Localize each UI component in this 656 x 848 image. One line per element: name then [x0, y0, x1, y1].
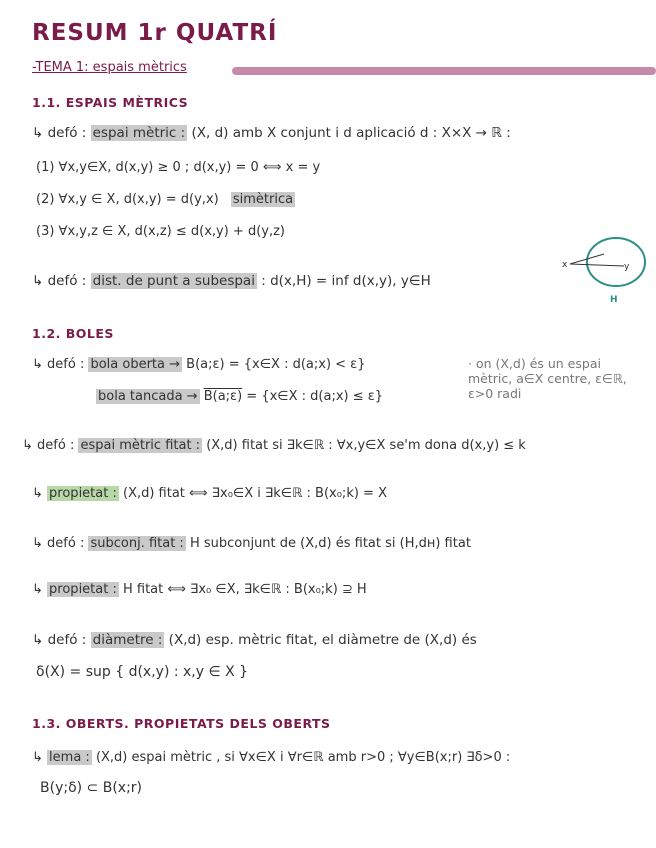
propietat-2 — [32, 582, 367, 597]
def-text: (X, d) amb X conjunt i d aplicació d : X×X → ℝ : — [187, 125, 511, 141]
axiom-2-tag: simètrica — [232, 192, 294, 207]
point-y-label: y — [624, 262, 630, 272]
def-bola-oberta — [32, 357, 366, 372]
def-lead: ↳ defó : — [32, 357, 85, 372]
page-title: RESUM 1r QUATRÍ — [32, 20, 278, 46]
def-text: B(a;ε) = {x∈X : d(a;x) < ε} — [182, 357, 366, 372]
def-distancia — [32, 273, 431, 289]
def-text: = {x∈X : d(a;x) ≤ ε} — [242, 389, 384, 404]
tema-divider-bar — [232, 67, 656, 75]
section-heading-3: 1.3. OBERTS. PROPIETATS DELS OBERTS — [32, 716, 331, 731]
section-heading-2: 1.2. BOLES — [32, 326, 114, 341]
def-text: : d(x,H) = inf d(x,y), y∈H — [256, 273, 431, 289]
axiom-2 — [36, 192, 295, 207]
def-lead: ↳ defó : — [22, 438, 75, 453]
bola-note: · on (X,d) és un espai mètric, a∈X centre, ε∈ℝ, ε>0 radi — [468, 356, 627, 401]
def-text: H subconjunt de (X,d) és fitat si (H,dн) fitat — [185, 536, 471, 551]
def-subconj-fitat — [32, 536, 471, 551]
def-text: (X,d) fitat si ∃k∈ℝ : ∀x,y∈X se'm dona d(x,y) ≤ k — [202, 438, 526, 453]
lema — [32, 750, 510, 765]
lema-formula: B(y;δ) ⊂ B(x;r) — [40, 780, 143, 796]
propietat-1 — [32, 486, 387, 501]
closed-ball-symbol: B(a;ε) — [203, 389, 243, 404]
def-espai-metric — [32, 125, 511, 141]
lema-term: lema : — [49, 750, 90, 765]
lema-lead: ↳ — [32, 750, 43, 765]
axiom-3: (3) ∀x,y,z ∈ X, d(x,z) ≤ d(x,y) + d(y,z) — [36, 224, 285, 239]
def-lead: ↳ defó : — [32, 632, 87, 648]
def-term: espai mètric : — [92, 125, 186, 141]
def-lead: ↳ defó : — [32, 273, 87, 289]
def-term: dist. de punt a subespai — [92, 273, 255, 289]
prop-lead: ↳ — [32, 486, 43, 501]
prop-term: propietat : — [49, 582, 117, 597]
point-x-label: x — [562, 260, 568, 270]
axiom-2-text: (2) ∀x,y ∈ X, d(x,y) = d(y,x) — [36, 192, 219, 207]
lema-text: (X,d) espai mètric , si ∀x∈X i ∀r∈ℝ amb r>0 ; ∀y∈B(x;r) ∃δ>0 : — [91, 750, 511, 765]
def-diametre — [32, 632, 477, 648]
prop-text: (X,d) fitat ⟺ ∃x₀∈X i ∃k∈ℝ : B(x₀;k) = X — [118, 486, 387, 501]
def-bola-tancada — [96, 389, 383, 404]
section-heading-1: 1.1. ESPAIS MÈTRICS — [32, 95, 189, 110]
def-term: bola tancada → — [98, 389, 198, 404]
distance-segment-2 — [570, 264, 624, 266]
def-term: diàmetre : — [92, 632, 163, 648]
prop-lead: ↳ — [32, 582, 43, 597]
diametre-formula: δ(X) = sup { d(x,y) : x,y ∈ X } — [36, 664, 249, 680]
tema-name: espais mètrics — [88, 60, 187, 75]
subspace-circle — [587, 238, 645, 286]
def-term: bola oberta → — [90, 357, 181, 372]
def-lead: ↳ defó : — [32, 536, 85, 551]
prop-text: H fitat ⟺ ∃x₀ ∈X, ∃k∈ℝ : B(x₀;k) ⊇ H — [118, 582, 367, 597]
tema-prefix: -TEMA 1: — [32, 60, 89, 75]
tema-heading — [32, 60, 187, 75]
def-term: espai mètric fitat : — [80, 438, 201, 453]
def-lead: ↳ defó : — [32, 125, 87, 141]
axiom-1: (1) ∀x,y∈X, d(x,y) ≥ 0 ; d(x,y) = 0 ⟺ x = y — [36, 160, 321, 175]
prop-term: propietat : — [49, 486, 117, 501]
def-term: subconj. fitat : — [90, 536, 184, 551]
def-espai-fitat — [22, 438, 526, 453]
subspace-distance-diagram — [560, 232, 650, 307]
def-text: (X,d) esp. mètric fitat, el diàmetre de (X,d) és — [164, 632, 477, 648]
subspace-H-label: H — [610, 295, 618, 305]
